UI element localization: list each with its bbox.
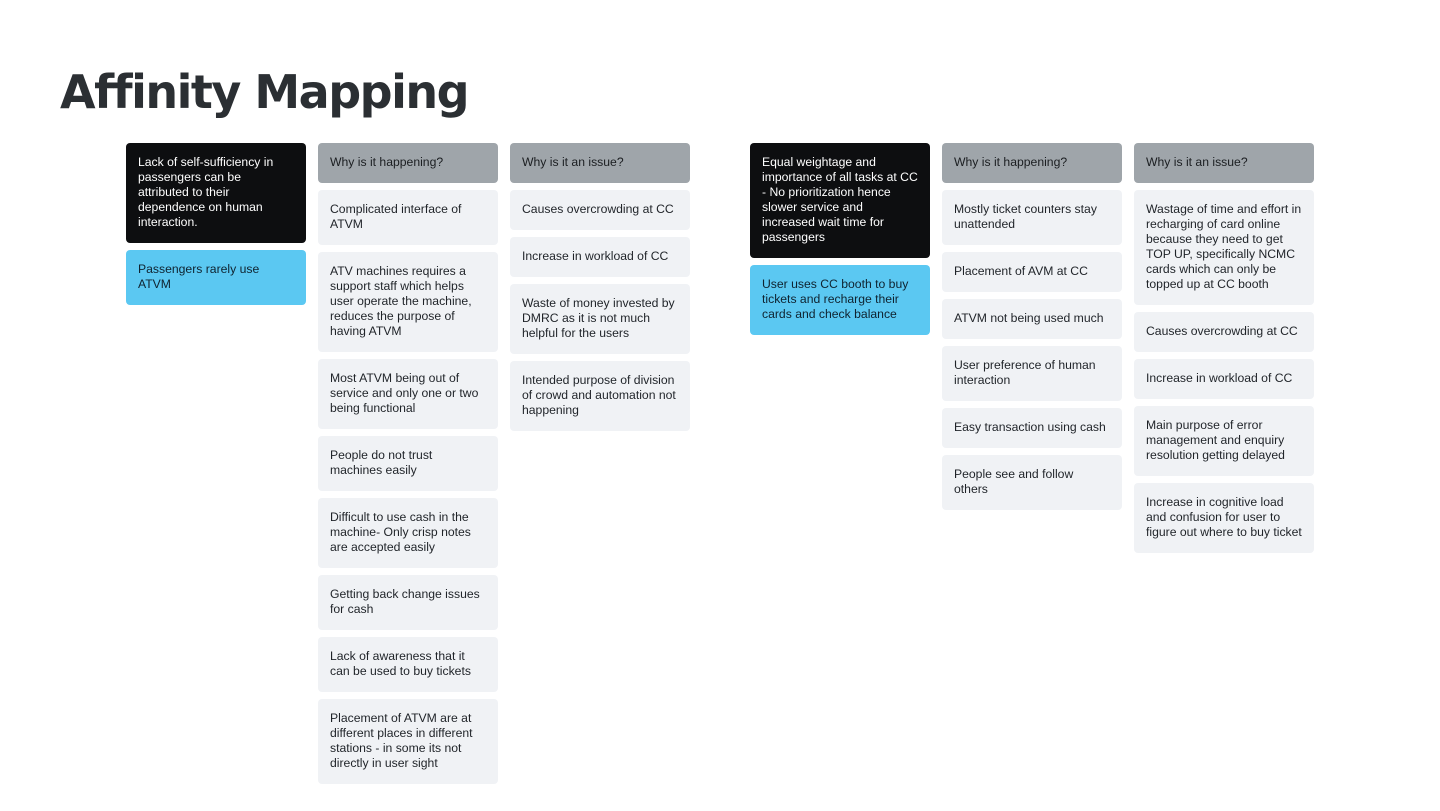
- note-card: Complicated interface of ATVM: [318, 190, 498, 245]
- note-card: Easy transaction using cash: [942, 408, 1122, 448]
- cluster1-problem-column: [126, 143, 306, 305]
- note-card: ATV machines requires a support staff which helps user operate the machine, reduces the purpose of having ATVM: [318, 252, 498, 352]
- note-card: Mostly ticket counters stay unattended: [942, 190, 1122, 245]
- page-title: Affinity Mapping: [60, 65, 469, 119]
- note-card: Intended purpose of division of crowd and automation not happening: [510, 361, 690, 431]
- note-card: Increase in cognitive load and confusion for user to figure out where to buy ticket: [1134, 483, 1314, 553]
- note-card: Increase in workload of CC: [1134, 359, 1314, 399]
- column-header: Why is it an issue?: [1134, 143, 1314, 183]
- note-card: Causes overcrowding at CC: [1134, 312, 1314, 352]
- note-card: People see and follow others: [942, 455, 1122, 510]
- note-card: Main purpose of error management and enquiry resolution getting delayed: [1134, 406, 1314, 476]
- statement-card: User uses CC booth to buy tickets and recharge their cards and check balance: [750, 265, 930, 335]
- note-card: Lack of awareness that it can be used to buy tickets: [318, 637, 498, 692]
- column-header: Why is it an issue?: [510, 143, 690, 183]
- note-card: Difficult to use cash in the machine- Only crisp notes are accepted easily: [318, 498, 498, 568]
- problem-card: Equal weightage and importance of all tasks at CC - No prioritization hence slower service and increased wait time for passengers: [750, 143, 930, 258]
- cluster1-why-issue-column: [510, 143, 690, 431]
- note-card: Waste of money invested by DMRC as it is not much helpful for the users: [510, 284, 690, 354]
- note-card: Most ATVM being out of service and only one or two being functional: [318, 359, 498, 429]
- cluster2-why-issue-column: [1134, 143, 1314, 553]
- cluster2-problem-column: [750, 143, 930, 335]
- note-card: Wastage of time and effort in recharging of card online because they need to get TOP UP, specifically NCMC cards which can only be topped up at CC booth: [1134, 190, 1314, 305]
- note-card: Increase in workload of CC: [510, 237, 690, 277]
- note-card: ATVM not being used much: [942, 299, 1122, 339]
- cluster1-why-happening-column: [318, 143, 498, 784]
- note-card: People do not trust machines easily: [318, 436, 498, 491]
- note-card: Getting back change issues for cash: [318, 575, 498, 630]
- cluster2-why-happening-column: [942, 143, 1122, 510]
- column-header: Why is it happening?: [318, 143, 498, 183]
- note-card: User preference of human interaction: [942, 346, 1122, 401]
- problem-card: Lack of self-sufficiency in passengers can be attributed to their dependence on human interaction.: [126, 143, 306, 243]
- note-card: Causes overcrowding at CC: [510, 190, 690, 230]
- statement-card: Passengers rarely use ATVM: [126, 250, 306, 305]
- column-header: Why is it happening?: [942, 143, 1122, 183]
- note-card: Placement of ATVM are at different places in different stations - in some its not directly in user sight: [318, 699, 498, 784]
- note-card: Placement of AVM at CC: [942, 252, 1122, 292]
